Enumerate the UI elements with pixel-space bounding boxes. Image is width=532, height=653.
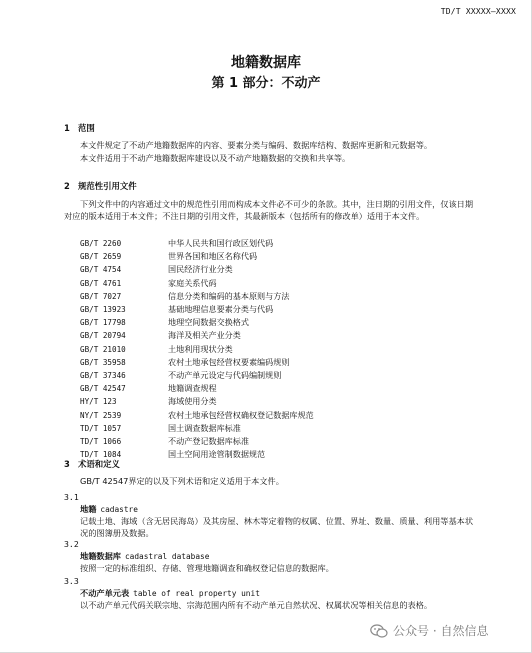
term-definition: 以不动产单元代码关联宗地、宗海范围内所有不动产单元自然状况、权属状况等相关信息的表格。 xyxy=(80,600,433,610)
reference-item xyxy=(80,356,314,369)
reference-code: TD/T 1066 xyxy=(80,437,122,447)
term-title xyxy=(80,588,260,599)
reference-item xyxy=(80,316,314,329)
reference-item xyxy=(80,263,314,276)
reference-item xyxy=(80,369,314,382)
reference-code: GB/T 13923 xyxy=(80,305,126,315)
wechat-icon xyxy=(370,624,388,638)
term-number: 3.2 xyxy=(64,539,79,549)
reference-code: NY/T 2539 xyxy=(80,410,122,420)
reference-name: 不动产单元设定与代码编制规则 xyxy=(168,370,282,381)
term-english: cadastre xyxy=(100,505,138,514)
reference-name: 基础地理信息要素分类与代码 xyxy=(168,304,274,315)
section-number: 3 xyxy=(64,459,70,469)
reference-item xyxy=(80,382,314,395)
reference-item xyxy=(80,329,314,342)
reference-item xyxy=(80,290,314,303)
reference-item xyxy=(80,395,314,408)
section-1-paragraph-1: 本文件规定了不动产地籍数据库的内容、要素分类与编码、数据库结构、数据库更新和元数据等。 xyxy=(80,140,433,150)
watermark-text: 公众号 · 自然信息 xyxy=(393,624,489,638)
term-chinese: 不动产单元表 xyxy=(80,588,130,598)
reference-code: HY/T 123 xyxy=(80,397,117,407)
reference-name: 国土空间用途管制数据规范 xyxy=(168,449,266,460)
reference-item xyxy=(80,277,314,290)
reference-item xyxy=(80,409,314,422)
reference-name: 海洋及相关产业分类 xyxy=(168,330,241,341)
section-title: 范围 xyxy=(78,123,95,133)
section-1-paragraph-2: 本文件适用于不动产地籍数据库建设以及不动产地籍数据的交换和共享等。 xyxy=(80,153,351,163)
section-2-heading xyxy=(64,180,137,192)
reference-name: 国土调查数据库标准 xyxy=(168,422,241,433)
reference-item xyxy=(80,303,314,316)
reference-code: GB/T 37346 xyxy=(80,371,126,381)
reference-name: 农村土地承包经营权确权登记数据库规范 xyxy=(168,409,314,420)
section-3-heading xyxy=(64,458,120,470)
section-title: 规范性引用文件 xyxy=(78,181,137,191)
reference-name: 中华人民共和国行政区划代码 xyxy=(168,238,274,248)
section-number: 1 xyxy=(64,123,70,133)
section-number: 2 xyxy=(64,181,70,191)
reference-code: GB/T 7027 xyxy=(80,291,122,301)
reference-code: TD/T 1084 xyxy=(80,450,122,460)
reference-name: 世界各国和地区名称代码 xyxy=(168,251,258,262)
document-subtitle: 第 1 部分：不动产 xyxy=(211,76,321,91)
term-chinese: 地籍数据库 xyxy=(80,551,121,561)
document-title: 地籍数据库 xyxy=(231,55,301,71)
reference-name: 家庭关系代码 xyxy=(168,277,217,288)
reference-name: 海域使用分类 xyxy=(168,396,217,407)
reference-item xyxy=(80,435,314,448)
term-number: 3.3 xyxy=(64,576,79,586)
reference-name: 不动产登记数据库标准 xyxy=(168,436,249,447)
term-english: cadastral database xyxy=(124,552,210,561)
reference-code: GB/T 21010 xyxy=(80,344,126,354)
reference-code: GB/T 17798 xyxy=(80,318,126,328)
section-3-paragraph: GB/T 42547界定的以及下列术语和定义适用于本文件。 xyxy=(80,476,284,486)
term-definition: 记载土地、海域（含无居民海岛）及其房屋、林木等定着物的权属、位置、界址、数量、质量、利用等基本状况的图簿册及数据。 xyxy=(80,516,474,538)
reference-code: GB/T 2260 xyxy=(80,239,122,248)
term-title xyxy=(80,551,209,562)
reference-code: GB/T 20794 xyxy=(80,331,126,341)
section-1-heading xyxy=(64,122,95,134)
section-2-paragraph: 下列文件中的内容通过文中的规范性引用而构成本文件必不可少的条款。其中，注日期的引用文件，仅该日期对应的版本适用于本文件；不注日期的引用文件，其最新版本（包括所有的修改单）适用于本文件。 xyxy=(64,199,474,221)
reference-name: 地籍调查规程 xyxy=(168,383,217,394)
document-code: TD/T XXXXX—XXXX xyxy=(440,7,516,16)
reference-code: GB/T 4754 xyxy=(80,265,122,275)
reference-item xyxy=(80,237,314,250)
normative-reference-list xyxy=(80,237,314,461)
reference-item xyxy=(80,343,314,356)
reference-name: 信息分类和编码的基本原则与方法 xyxy=(168,290,290,301)
term-definition: 按照一定的标准组织、存储、管理地籍调查和确权登记信息的数据库。 xyxy=(80,563,334,573)
term-number: 3.1 xyxy=(64,492,79,502)
reference-code: GB/T 42547 xyxy=(80,384,126,394)
reference-item xyxy=(80,422,314,435)
term-title xyxy=(80,504,138,515)
reference-name: 地理空间数据交换格式 xyxy=(168,317,249,328)
reference-name: 土地利用现状分类 xyxy=(168,343,233,354)
reference-name: 国民经济行业分类 xyxy=(168,264,233,275)
section-title: 术语和定义 xyxy=(78,459,120,469)
watermark xyxy=(370,622,488,639)
reference-item xyxy=(80,250,314,263)
term-chinese: 地籍 xyxy=(80,504,97,514)
reference-code: TD/T 1057 xyxy=(80,423,122,433)
reference-name: 农村土地承包经营权要素编码规则 xyxy=(168,356,290,367)
reference-code: GB/T 35958 xyxy=(80,357,126,367)
term-english: table of real property unit xyxy=(133,589,260,598)
reference-code: GB/T 2659 xyxy=(80,252,122,262)
reference-code: GB/T 4761 xyxy=(80,278,122,288)
